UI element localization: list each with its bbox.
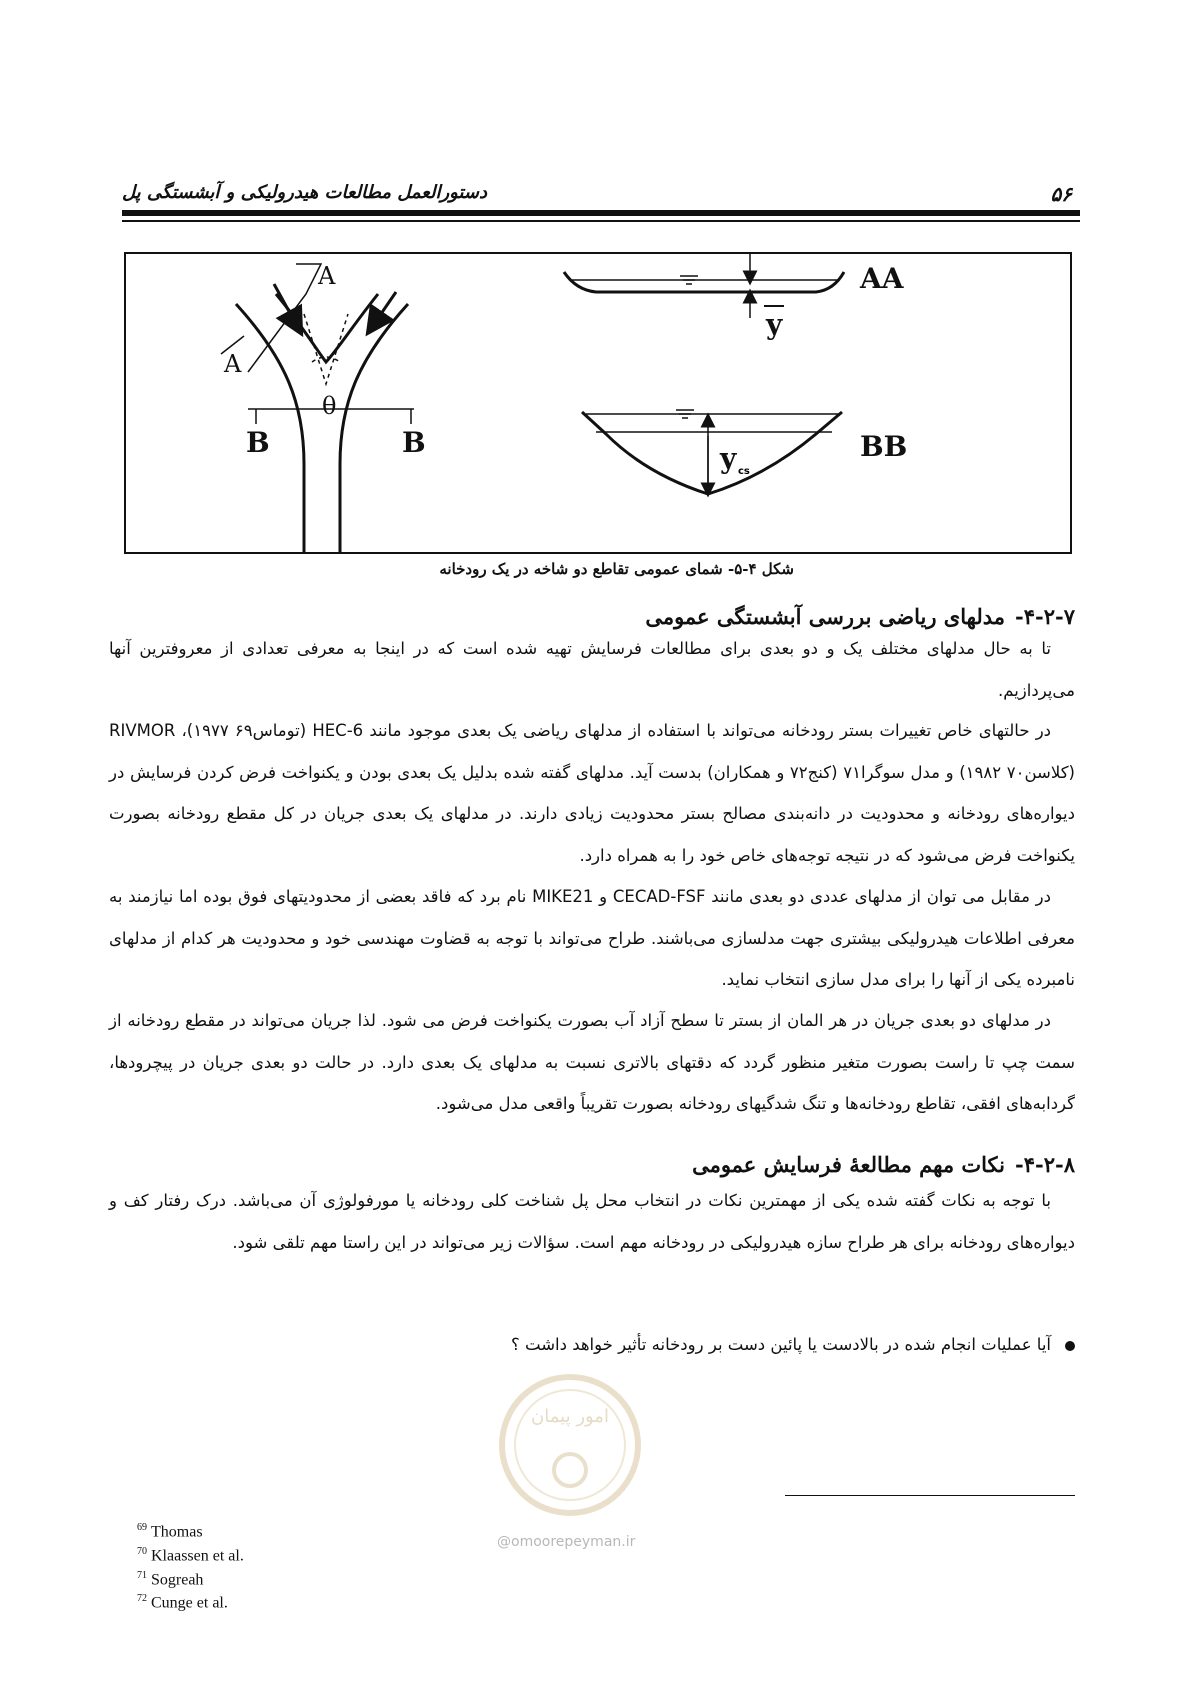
label-b-right: B [402, 426, 426, 459]
confluence-channels [236, 294, 408, 552]
section-7-heading [175, 604, 1075, 629]
footnote-rule [785, 1495, 1075, 1496]
label-bb: BB [860, 430, 908, 463]
section-8-heading [175, 1152, 1075, 1177]
header-rule-thick [122, 210, 1080, 216]
section-bb [582, 410, 842, 494]
page-header [122, 170, 1080, 228]
section-7-paragraph-1: تا به حال مدلهای مختلف یک و دو بعدی برای مطالعات فرسایش تهیه شده است که در اینجا به معرفی تعدادی از معروفترین آنها می‌پردازیم. [109, 639, 1075, 700]
section-aa [564, 254, 844, 318]
page-number: ۵۶ [1050, 182, 1072, 206]
section-8-paragraph-1: با توجه به نکات گفته شده یکی از مهمترین نکات در انتخاب محل پل شناخت کلی رودخانه یا مورفولوژی آن می‌باشد. درک رفتار کف و دیواره‌های رودخانه برای هر طراح سازه هیدرولیکی در رودخانه مهم است. سؤالات زیر می‌تواند در این راستا مهم تلقی شود. [109, 1191, 1075, 1252]
label-y-cs: y [720, 442, 737, 475]
section-8-number: ۴-۲-۸- [1015, 1152, 1075, 1177]
book-title: دستورالعمل مطالعات هیدرولیکی و آبشستگی پل [122, 182, 488, 203]
header-rule-thin [122, 220, 1080, 222]
watermark-logo-icon [495, 1370, 645, 1520]
footnote-70: $^{70}$ Klaassen et al. [137, 1545, 244, 1565]
section-8-title: نکات مهم مطالعهٔ فرسایش عمومی [692, 1152, 1005, 1177]
label-theta: θ [322, 392, 337, 420]
footnote-69: $^{69}$ Thomas [137, 1522, 203, 1541]
watermark-url: @omoorepeyman.ir [497, 1534, 636, 1550]
footnote-71: $^{71}$ Sogreah [137, 1569, 204, 1588]
angle-lines [304, 314, 348, 384]
figure-river-confluence [124, 252, 1072, 554]
footnote-72: $^{72}$ Cunge et al. [137, 1593, 228, 1612]
section-7-paragraph-3: در مقابل می توان از مدلهای عددی دو بعدی مانند CECAD-FSF و MIKE21 نام برد که فاقد بعضی از محدودیتهای فوق بوده اما نیازمند به معرفی اطلاعات هیدرولیکی بیشتری جهت مدلسازی می‌باشند. طراح می‌تواند با توجه به قضاوت مهندسی خود و محدودیت هر کدام از مدلهای نامبرده یکی از آنها را برای مدل سازی انتخاب نماید. [109, 887, 1075, 989]
label-b-left: B [246, 426, 270, 459]
section-7-number: ۴-۲-۷- [1015, 604, 1075, 629]
label-aa: AA [860, 262, 904, 295]
bullet-dot-icon [1065, 1341, 1075, 1351]
footnotes [137, 1518, 397, 1613]
label-y-cs-sub: cs [738, 466, 750, 477]
figure-caption: شکل ۴-۵- شمای عمومی تقاطع دو شاخه در یک رودخانه [439, 560, 794, 578]
label-a-left: A [224, 350, 242, 378]
bullet-text: آیا عملیات انجام شده در بالادست یا پائین دست بر رودخانه تأثیر خواهد داشت ؟ [510, 1335, 1051, 1354]
label-a-top: A [318, 262, 336, 290]
section-7-paragraph-2: در حالتهای خاص تغییرات بستر رودخانه می‌تواند با استفاده از مدلهای ریاضی یک بعدی موجود مانند HEC-6 (توماس۶۹ ۱۹۷۷)، RIVMOR (کلاسن۷۰ ۱۹۸۲) و مدل سوگرا۷۱ (کنج۷۲ و همکاران) بدست آید. مدلهای گفته شده بدلیل یک بعدی بودن و یکنواخت فرض کردن فرسایش در دیواره‌های رودخانه و محدودیت در دانه‌بندی مصالح بستر محدودیت زیادی دارند. در مدلهای یک بعدی جریان در کل مقطع رودخانه بصورت یکنواخت فرض می‌شود که در نتیجه توجه‌های خاص خود را به همراه دارد. [109, 721, 1075, 865]
flow-arrows [274, 284, 396, 324]
bullet-item [175, 1330, 1075, 1360]
confluence-diagram [126, 254, 1070, 552]
label-y-bar: y [766, 308, 783, 341]
section-7-paragraph-4: در مدلهای دو بعدی جریان در هر المان از بستر تا سطح آزاد آب بصورت یکنواخت فرض می شود. لذا جریان می‌تواند در مقطع رودخانه از سمت چپ تا راست بصورت متغیر منظور گردد که دقتهای بالاتری نسبت به مدلهای یک بعدی دارد. در حالت دو بعدی جریان در پیچرودها، گردابه‌های افقی، تقاطع رودخانه‌ها و تنگ شدگیهای رودخانه بصورت تقریباً واقعی مدل می‌شود. [109, 1011, 1075, 1113]
section-7-title: مدلهای ریاضی بررسی آبشستگی عمومی [645, 604, 1005, 629]
watermark-logo-text: امور پیمان [531, 1406, 609, 1427]
